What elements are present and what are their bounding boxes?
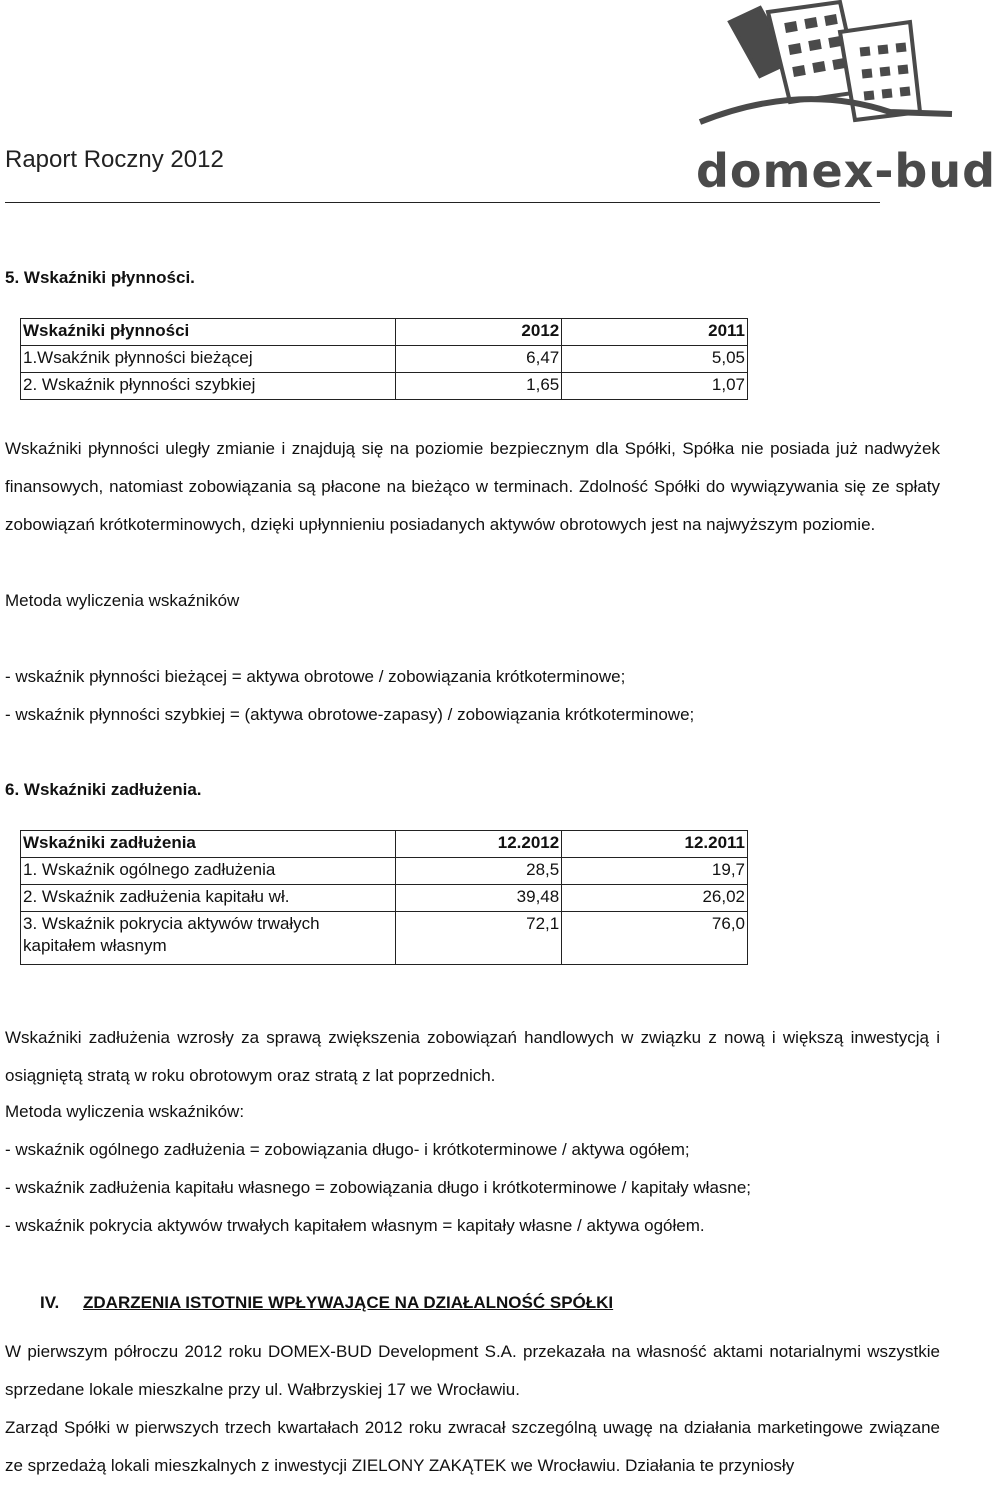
events-paragraph-2: Zarząd Spółki w pierwszych trzech kwartałach 2012 roku zwracał szczególną uwagę na działania marketingowe związane ze sprzedażą lokali mieszkalnych z inwestycji ZIELONY ZAKĄTEK we Wrocławiu. Działania te przyniosły bbox=[5, 1418, 940, 1475]
table-cell: 2. Wskaźnik płynności szybkiej bbox=[21, 373, 396, 400]
method-label: Metoda wyliczenia wskaźników bbox=[5, 591, 240, 610]
formula-line: - wskaźnik ogólnego zadłużenia = zobowiązania długo- i krótkoterminowe / aktywa ogółem; bbox=[5, 1140, 690, 1159]
table-header-cell: Wskaźniki płynności bbox=[21, 319, 396, 346]
table-cell: 1,07 bbox=[562, 373, 748, 400]
liquidity-table bbox=[20, 318, 748, 400]
events-paragraph-1: W pierwszym półroczu 2012 roku DOMEX-BUD Development S.A. przekazała na własność aktami notarialnymi wszystkie sprzedane lokale mieszkalne przy ul. Wałbrzyskiej 17 we Wrocławiu. bbox=[5, 1342, 940, 1399]
method-label: Metoda wyliczenia wskaźników: bbox=[5, 1102, 245, 1121]
table-cell: 1,65 bbox=[396, 373, 562, 400]
section-6-heading: 6. Wskaźniki zadłużenia. bbox=[5, 780, 202, 799]
table-header-cell: Wskaźniki zadłużenia bbox=[21, 831, 396, 858]
table-cell: 76,0 bbox=[562, 912, 748, 965]
section-5-heading: 5. Wskaźniki płynności. bbox=[5, 268, 195, 287]
table-header-cell: 2012 bbox=[396, 319, 562, 346]
formula-line: - wskaźnik płynności bieżącej = aktywa obrotowe / zobowiązania krótkoterminowe; bbox=[5, 667, 626, 686]
table-cell: 19,7 bbox=[562, 858, 748, 885]
company-logo bbox=[690, 2, 996, 198]
table-cell: 6,47 bbox=[396, 346, 562, 373]
table-cell: 5,05 bbox=[562, 346, 748, 373]
table-cell: 1.Wsakźnik płynności bieżącej bbox=[21, 346, 396, 373]
report-title: Raport Roczny 2012 bbox=[5, 146, 224, 173]
header-divider bbox=[5, 202, 880, 203]
debt-paragraph: Wskaźniki zadłużenia wzrosły za sprawą zwiększenia zobowiązań handlowych w związku z nową i większą inwestycją i osiągniętą stratą w roku obrotowym oraz stratą z lat poprzednich. bbox=[5, 1028, 940, 1085]
formula-line: - wskaźnik płynności szybkiej = (aktywa obrotowe-zapasy) / zobowiązania krótkoterminowe; bbox=[5, 705, 695, 724]
table-header-cell: 12.2011 bbox=[562, 831, 748, 858]
section-iv-number: IV. bbox=[40, 1293, 60, 1312]
table-cell: 26,02 bbox=[562, 885, 748, 912]
formula-line: - wskaźnik zadłużenia kapitału własnego = zobowiązania długo i krótkoterminowe / kapitały własne; bbox=[5, 1178, 752, 1197]
table-header-cell: 2011 bbox=[562, 319, 748, 346]
table-cell: 3. Wskaźnik pokrycia aktywów trwałych kapitałem własnym bbox=[21, 912, 396, 965]
logo-building-icon bbox=[690, 2, 958, 142]
table-cell: 28,5 bbox=[396, 858, 562, 885]
table-row bbox=[21, 373, 748, 400]
formula-line: - wskaźnik pokrycia aktywów trwałych kapitałem własnym = kapitały własne / aktywa ogółem. bbox=[5, 1216, 705, 1235]
logo-text: domex-bud bbox=[696, 144, 996, 198]
table-cell: 2. Wskaźnik zadłużenia kapitału wł. bbox=[21, 885, 396, 912]
table-row bbox=[21, 346, 748, 373]
table-row bbox=[21, 885, 748, 912]
section-iv-title: ZDARZENIA ISTOTNIE WPŁYWAJĄCE NA DZIAŁALNOŚĆ SPÓŁKI bbox=[83, 1293, 614, 1312]
table-header-row bbox=[21, 831, 748, 858]
table-header-row bbox=[21, 319, 748, 346]
table-header-cell: 12.2012 bbox=[396, 831, 562, 858]
debt-table bbox=[20, 830, 748, 965]
table-cell: 39,48 bbox=[396, 885, 562, 912]
table-row bbox=[21, 858, 748, 885]
liquidity-paragraph: Wskaźniki płynności uległy zmianie i znajdują się na poziomie bezpiecznym dla Spółki, Spółka nie posiada już nadwyżek finansowych, natomiast zobowiązania są płacone na bieżąco w terminach. Zdolność Spółki do wywiązywania się ze spłaty zobowiązań krótkoterminowych, dzięki upłynnieniu posiadanych aktywów obrotowych jest na najwyższym poziomie. bbox=[5, 439, 940, 534]
table-row bbox=[21, 912, 748, 965]
table-cell: 72,1 bbox=[396, 912, 562, 965]
table-cell: 1. Wskaźnik ogólnego zadłużenia bbox=[21, 858, 396, 885]
